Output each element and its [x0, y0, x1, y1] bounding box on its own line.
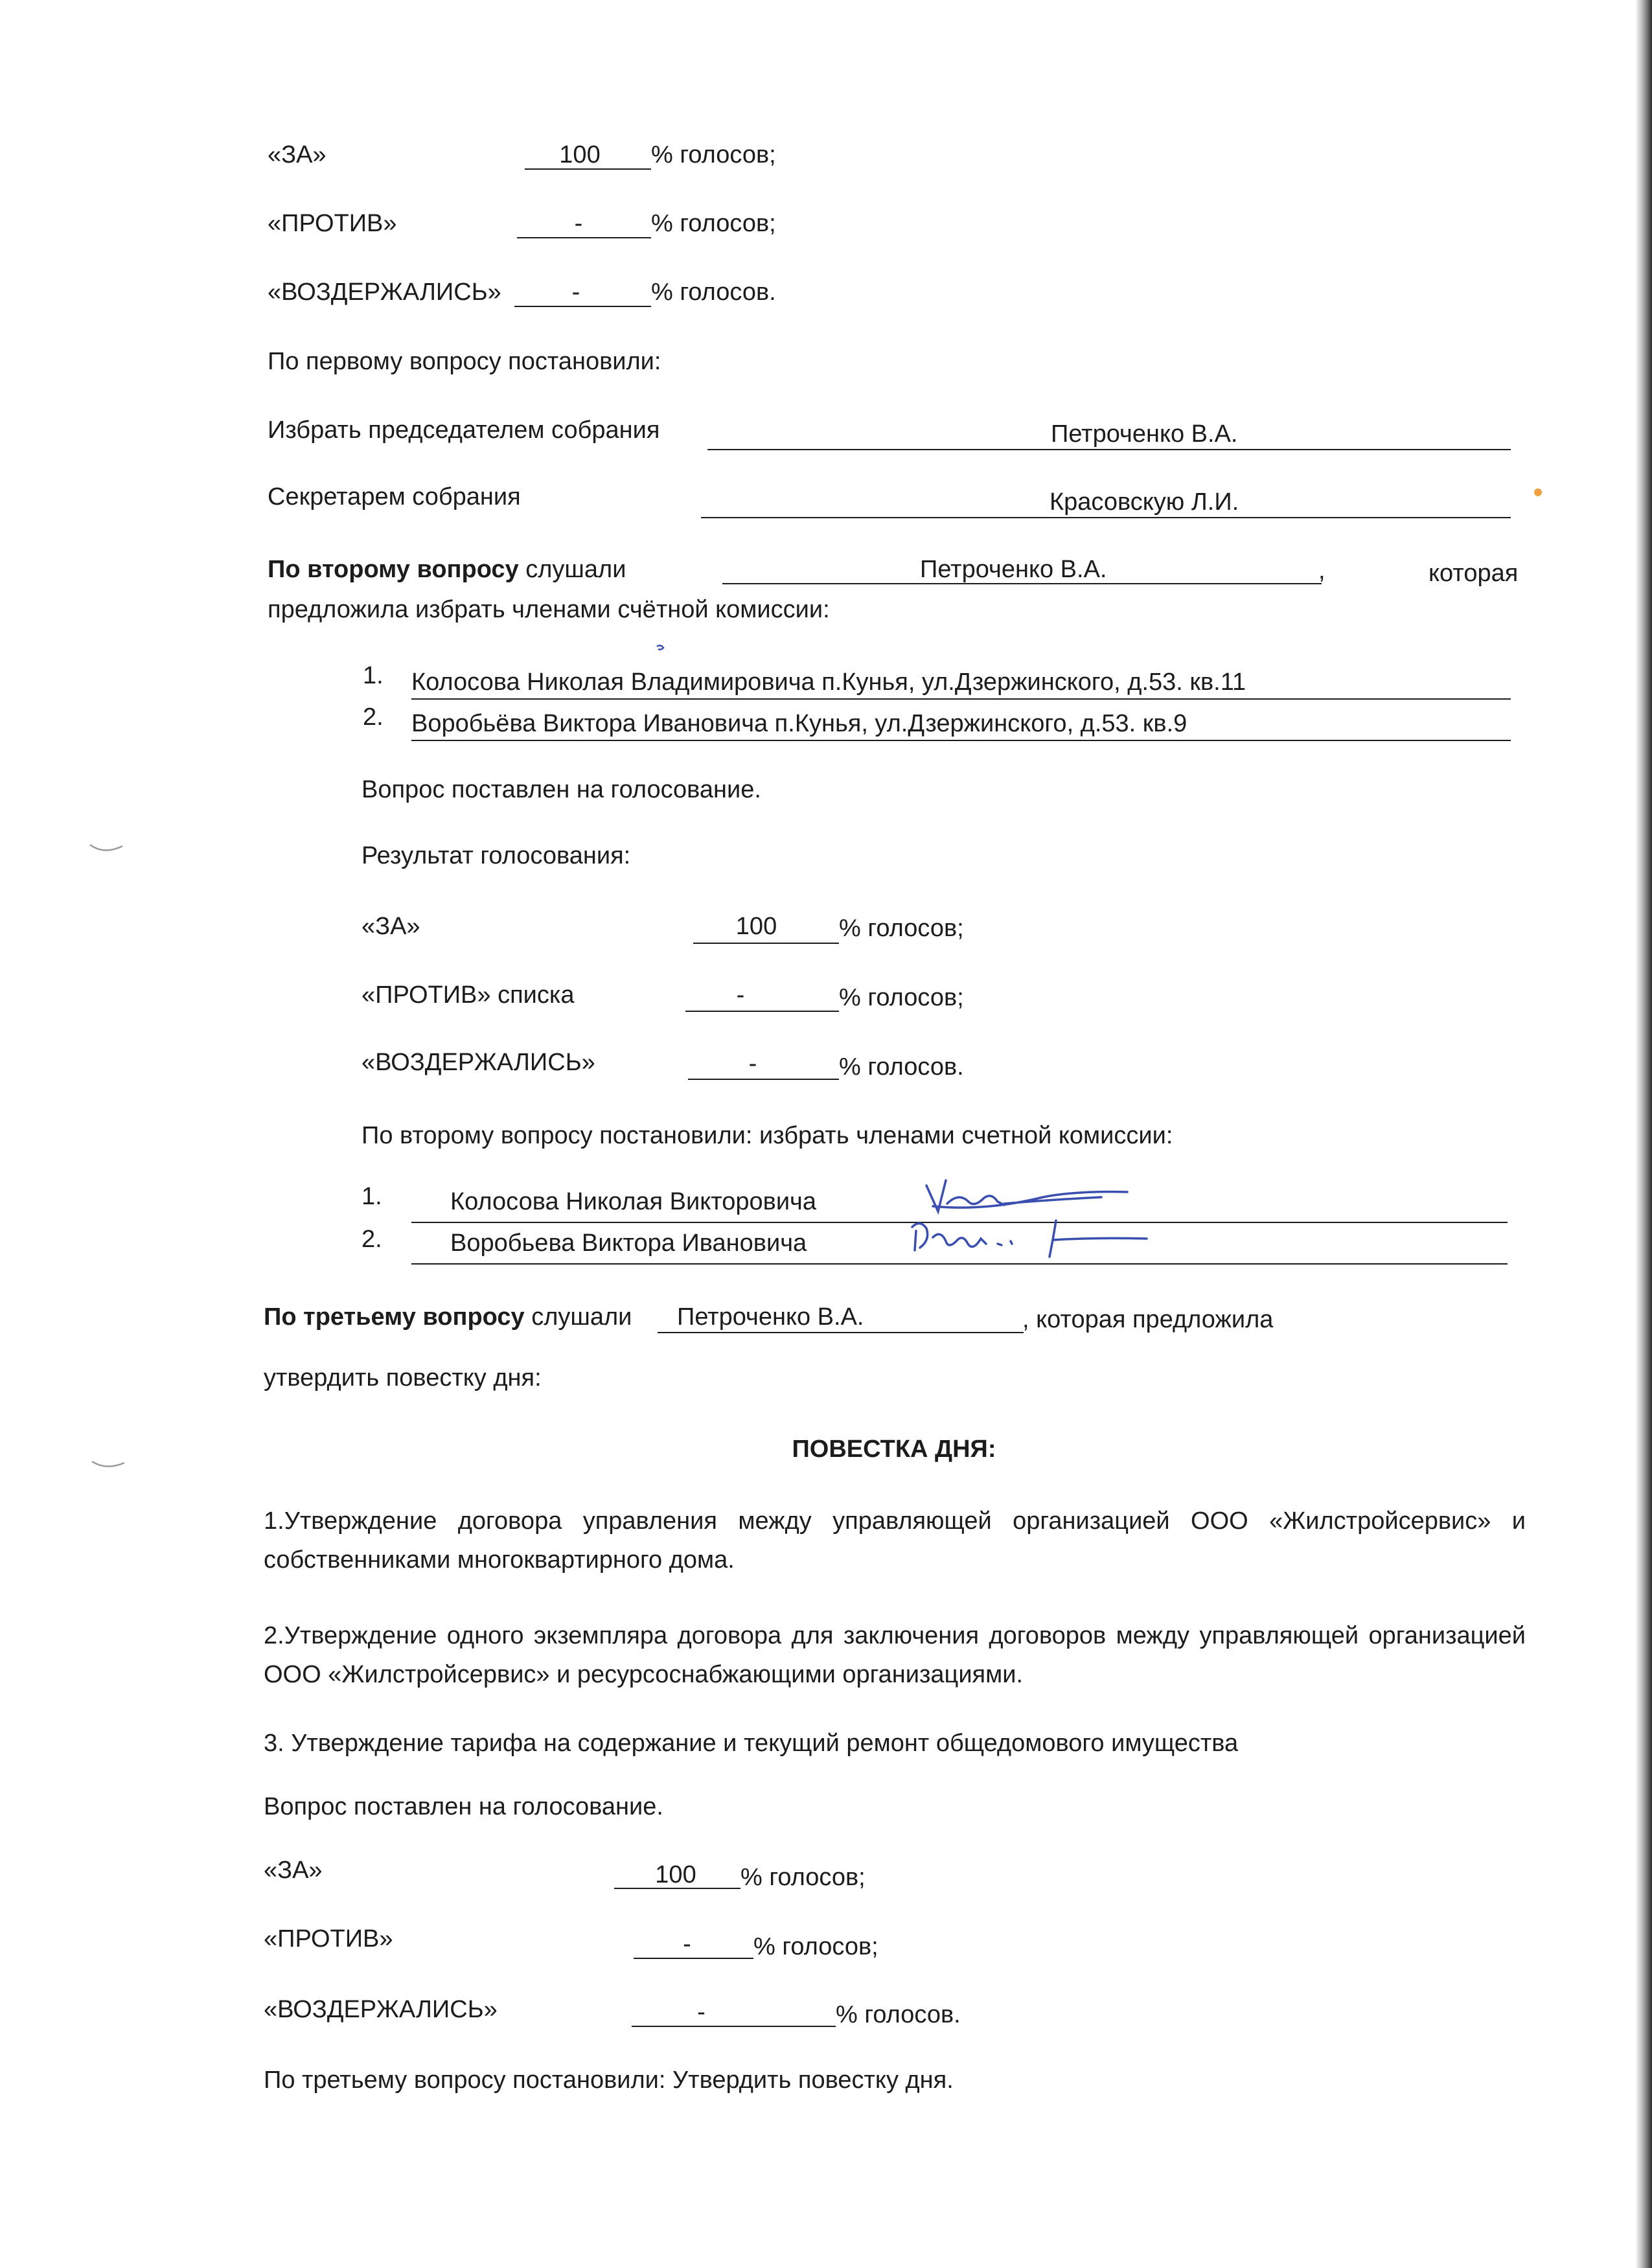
- q3-after: , которая предложила: [1022, 1306, 1274, 1333]
- q3-za-label: «ЗА»: [264, 1857, 323, 1884]
- q3-za-value: 100: [655, 1861, 696, 1888]
- q2-protiv-suffix: % голосов;: [839, 984, 964, 1011]
- q3-protiv-label: «ПРОТИВ»: [264, 1925, 393, 1953]
- vote-vozd-suffix: % голосов.: [651, 279, 776, 306]
- q3-speaker-underline: [658, 1332, 1024, 1333]
- scan-mark-left-1: [87, 841, 126, 860]
- q1-chair-value: Петроченко В.А.: [1051, 420, 1238, 448]
- q2-elected-num-2: 2.: [361, 1226, 382, 1253]
- q2-za-value: 100: [735, 913, 777, 940]
- q2-comma: ,: [1318, 557, 1325, 584]
- q1-secretary-underline: [701, 517, 1511, 518]
- q2-vozd-label: «ВОЗДЕРЖАЛИСЬ»: [361, 1049, 595, 1076]
- q2-elected-num-1: 1.: [361, 1183, 382, 1210]
- q2-candidate-underline-1: [411, 698, 1511, 700]
- q2-elected-name-1: Колосова Николая Викторовича: [450, 1188, 816, 1215]
- vote-vozd-label: «ВОЗДЕРЖАЛИСЬ»: [268, 279, 501, 306]
- q2-elected-name-2: Воробьева Виктора Ивановича: [450, 1230, 807, 1257]
- q2-protiv-value: -: [736, 981, 745, 1009]
- q2-candidate-text-1: Колосова Николая Владимировича п.Кунья, ул.Дзержинского, д.53. кв.11: [411, 669, 1246, 696]
- agenda-title: ПОВЕСТКА ДНЯ:: [792, 1436, 996, 1463]
- q2-decision: По второму вопросу постановили: избрать членами счетной комиссии:: [361, 1122, 1173, 1149]
- signature-2: [901, 1211, 1173, 1263]
- q3-protiv-value: -: [683, 1930, 691, 1958]
- vote-za-suffix: % голосов;: [651, 141, 776, 168]
- q3-line2: утвердить повестку дня:: [264, 1364, 542, 1392]
- q2-vozd-underline: [688, 1079, 839, 1080]
- agenda-item-1: 1.Утверждение договора управления между управляющей организацией ООО «Жилстройсервис» и собственниками многоквартирного дома.: [264, 1507, 1526, 1574]
- q3-protiv-suffix: % голосов;: [753, 1933, 878, 1960]
- vote-protiv-suffix: % голосов;: [651, 210, 776, 237]
- q1-secretary-value: Красовскую Л.И.: [1050, 488, 1239, 516]
- q2-line2: предложила избрать членами счётной комиссии:: [268, 596, 830, 623]
- q1-chair-label: Избрать председателем собрания: [268, 417, 660, 444]
- q3-za-suffix: % голосов;: [740, 1864, 866, 1891]
- q1-secretary-label: Секретарем собрания: [268, 483, 521, 510]
- q2-lead-rest: слушали: [518, 556, 626, 583]
- scan-mark-ink-dot: [654, 641, 667, 654]
- q2-kotoraya: которая: [1428, 560, 1519, 587]
- q2-protiv-underline: [685, 1011, 839, 1012]
- q2-vozd-suffix: % голосов.: [839, 1053, 964, 1081]
- q3-lead: [264, 1302, 632, 1332]
- q2-za-suffix: % голосов;: [839, 915, 964, 942]
- q3-lead-rest: слушали: [524, 1303, 632, 1331]
- q2-lead-bold: По второму вопросу: [268, 556, 519, 583]
- q3-vozd-value: -: [697, 1999, 706, 2026]
- q3-decision: По третьему вопросу постановили: Утвердить повестку дня.: [264, 2067, 954, 2094]
- q2-elected-underline-2: [411, 1263, 1508, 1265]
- q1-chair-underline: [707, 449, 1511, 450]
- scan-right-edge-shadow: [1635, 0, 1652, 2268]
- vote-vozd-value: -: [571, 279, 580, 306]
- q2-protiv-label: «ПРОТИВ» списка: [361, 981, 575, 1009]
- q2-candidate-text-2: Воробьёва Виктора Ивановича п.Кунья, ул.Дзержинского, д.53. кв.9: [411, 710, 1187, 737]
- agenda-item-2: 2.Утверждение одного экземпляра договора для заключения договоров между управляющей организацией ООО «Жилстройсервис» и ресурсоснабжающими организациями.: [264, 1622, 1526, 1688]
- q1-heading: По первому вопросу постановили:: [268, 348, 661, 375]
- q2-candidate-num-1: 1.: [363, 662, 384, 689]
- q2-lead: [268, 555, 626, 584]
- vote-za-label: «ЗА»: [268, 141, 327, 168]
- q2-result-label: Результат голосования:: [361, 842, 631, 869]
- q3-speaker: Петроченко В.А.: [677, 1303, 864, 1331]
- q2-speaker: Петроченко В.А.: [920, 556, 1107, 583]
- q3-vozd-label: «ВОЗДЕРЖАЛИСЬ»: [264, 1996, 498, 2023]
- q2-vote-put: Вопрос поставлен на голосование.: [361, 776, 761, 803]
- vote-protiv-label: «ПРОТИВ»: [268, 210, 397, 237]
- q2-za-label: «ЗА»: [361, 913, 420, 940]
- q3-vote-put: Вопрос поставлен на голосование.: [264, 1793, 663, 1820]
- q3-lead-bold: По третьему вопросу: [264, 1303, 525, 1331]
- q3-vozd-suffix: % голосов.: [836, 2001, 961, 2028]
- scan-mark-orange: [1530, 485, 1546, 500]
- vote-protiv-value: -: [574, 210, 583, 237]
- q2-vozd-value: -: [748, 1050, 757, 1077]
- q2-candidate-underline-2: [411, 740, 1511, 741]
- agenda-item-3: 3. Утверждение тарифа на содержание и текущий ремонт общедомового имущества: [264, 1730, 1239, 1757]
- q2-za-underline: [693, 943, 839, 944]
- vote-za-value: 100: [559, 141, 601, 168]
- q2-candidate-num-2: 2.: [363, 704, 384, 731]
- scan-mark-left-2: [89, 1456, 128, 1476]
